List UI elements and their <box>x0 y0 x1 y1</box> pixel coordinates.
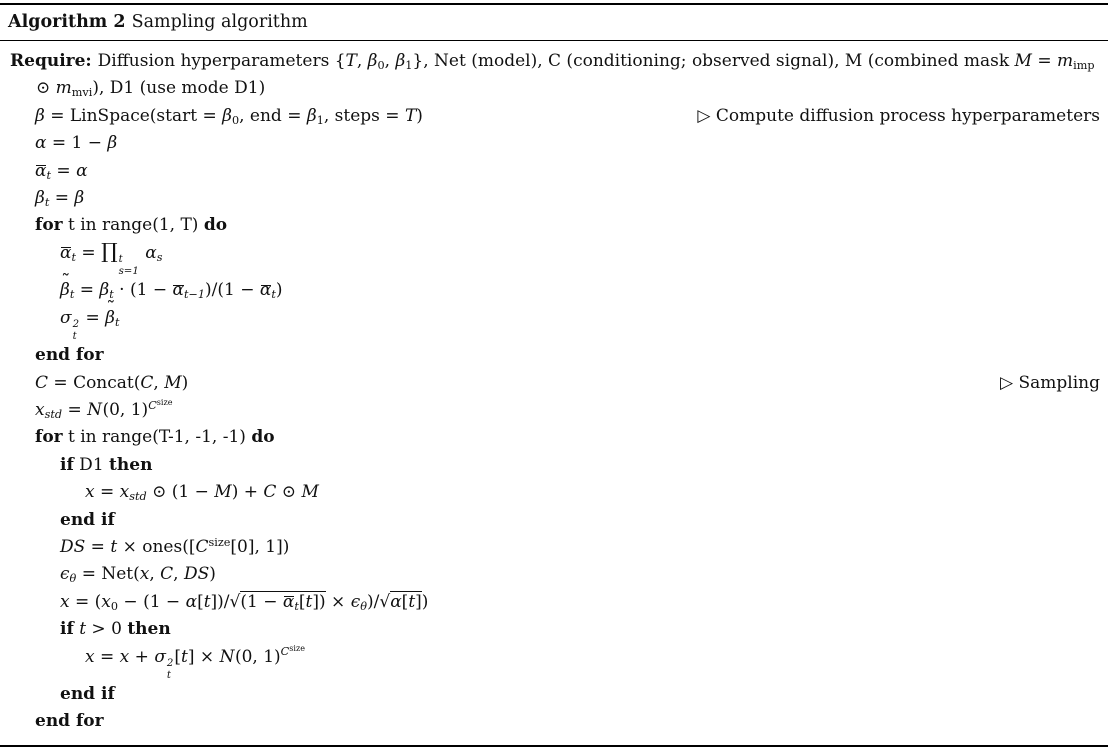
math-token: ) <box>181 372 189 393</box>
math-token: N <box>87 399 103 420</box>
math-token: (0, 1) <box>102 399 149 420</box>
math-token: 0 <box>110 599 119 613</box>
algorithm-line <box>10 534 1100 561</box>
math-token: t <box>305 591 313 612</box>
algorithm-line <box>10 424 1100 451</box>
math-token: C <box>160 564 174 585</box>
math-token: M <box>164 372 182 393</box>
math-token: 0 <box>231 113 240 127</box>
math-token: t <box>181 646 188 667</box>
math-token: ])/√ <box>210 591 241 612</box>
math-token: β <box>395 51 406 71</box>
math-token: t <box>44 196 50 210</box>
math-token: , steps = <box>323 105 405 126</box>
math-token: ) <box>209 564 216 585</box>
keyword: for <box>35 215 63 236</box>
keyword: end for <box>35 711 104 732</box>
math-token: ] × <box>187 646 220 667</box>
math-limits <box>119 254 139 277</box>
math-token: , <box>149 564 161 585</box>
math-token: [ <box>197 591 204 612</box>
algorithm-line <box>10 616 1100 643</box>
math-token: )/(1 − <box>205 280 260 301</box>
algorithm-line <box>10 397 1100 424</box>
math-token: β <box>74 188 85 209</box>
math-token: > 0 <box>86 619 128 640</box>
math-token: ) <box>416 105 423 126</box>
algorithm-line <box>10 212 1100 239</box>
math-token: θ <box>69 572 77 586</box>
algorithm-line <box>10 103 1100 130</box>
math-token: ), D1 (use mode D1) <box>92 78 266 99</box>
math-token: = <box>85 536 111 557</box>
algorithm-line <box>10 185 1100 212</box>
math-token: T <box>345 51 357 71</box>
keyword: Require: <box>10 51 98 71</box>
math-token: = <box>1031 51 1058 71</box>
math-token: t <box>69 288 75 302</box>
math-token: x <box>119 482 130 503</box>
limit-bottom: s=1 <box>118 265 139 277</box>
math-token: (1 − <box>240 591 283 612</box>
math-token: T <box>404 105 417 126</box>
keyword: then <box>127 619 171 640</box>
math-token: ]) <box>312 591 326 612</box>
math-token: α <box>35 133 47 154</box>
inline-comment: ▷ Compute diffusion process hyperparameters <box>697 105 1100 126</box>
math-token: α <box>282 591 295 612</box>
math-token: std <box>44 408 63 422</box>
math-token: x <box>139 564 150 585</box>
algorithm-line <box>10 158 1100 185</box>
keyword: end if <box>60 683 115 704</box>
math-token: = <box>51 160 77 181</box>
math-token: t <box>110 536 118 557</box>
algorithm-line <box>10 240 1100 277</box>
math-token: C <box>195 536 209 557</box>
math-token: mvi <box>71 86 93 100</box>
math-token: t in range(1, T) <box>62 215 204 236</box>
math-token: α <box>60 242 72 263</box>
limit-top: 2 <box>72 319 80 331</box>
math-token: t <box>203 591 211 612</box>
math-token: [ <box>298 591 306 612</box>
inline-comment: ▷ Sampling <box>1000 372 1100 393</box>
math-token: − (1 − <box>118 591 186 612</box>
math-token: ] <box>415 591 422 612</box>
math-token: , <box>153 372 165 393</box>
math-token: · (1 − <box>113 280 173 301</box>
keyword: do <box>203 215 228 236</box>
algorithm-line <box>10 370 1100 397</box>
math-token: ⊙ <box>276 482 302 503</box>
math-token <box>281 645 305 658</box>
math-token: ⊙ <box>36 78 56 99</box>
math-token: m <box>1057 51 1074 71</box>
math-token <box>390 591 422 612</box>
math-token: M <box>1014 51 1032 71</box>
math-token: α <box>145 242 157 263</box>
math-token: β <box>306 105 317 126</box>
math-token: t <box>71 250 76 264</box>
math-token: = LinSpace(start = <box>44 105 223 126</box>
algorithm-line <box>10 342 1100 369</box>
math-token: = <box>74 280 100 301</box>
math-token: β <box>222 105 232 126</box>
math-token: size <box>156 397 173 407</box>
math-token: t in range(T-1, -1, -1) <box>62 427 252 448</box>
math-token: = Concat( <box>48 372 141 393</box>
math-token: σ <box>154 646 166 667</box>
math-token: }, Net (model), C (conditioning; observed signal), M (combined mask <box>412 51 1015 71</box>
keyword: ∏ <box>101 238 118 263</box>
math-token: ) <box>421 591 429 612</box>
math-token: = 1 − <box>46 133 108 154</box>
math-token: β ˜ <box>60 282 70 299</box>
math-token: size <box>289 644 306 654</box>
math-token: β <box>107 133 118 154</box>
math-token: x <box>119 646 130 667</box>
math-token: C <box>280 645 290 659</box>
math-token: 0 <box>377 59 385 73</box>
math-token: M <box>301 482 319 503</box>
keyword: end for <box>35 345 104 366</box>
math-token: β ˜ <box>105 310 115 327</box>
math-token: = <box>94 482 120 503</box>
math-token: size <box>208 535 231 549</box>
keyword: then <box>109 454 153 475</box>
math-token: t <box>79 619 87 640</box>
math-token: α <box>259 280 272 301</box>
math-token: α <box>76 160 88 181</box>
math-token: × <box>325 591 351 612</box>
math-token: 1 <box>316 113 324 127</box>
math-token: )/√ <box>366 591 391 612</box>
math-token: ) <box>275 280 283 301</box>
math-token: ϵ <box>350 591 361 612</box>
math-token: θ <box>360 599 367 613</box>
algorithm-header <box>0 5 1108 41</box>
math-token: 1 <box>405 59 413 73</box>
math-token: t <box>46 168 51 182</box>
math-token: β <box>35 105 45 126</box>
math-token: σ <box>60 307 72 328</box>
algorithm-line <box>10 644 1100 681</box>
math-token: β <box>99 280 110 301</box>
math-token: β <box>35 188 45 209</box>
math-token: , <box>356 51 368 71</box>
math-token: DS <box>60 536 86 557</box>
math-token: β <box>367 51 378 71</box>
math-token: t <box>408 591 416 612</box>
keyword: if <box>60 454 74 475</box>
algorithm-line <box>10 452 1100 479</box>
math-token: x <box>60 591 70 612</box>
math-token: = Net( <box>76 564 140 585</box>
math-token: C <box>148 398 157 412</box>
algorithm-line <box>10 277 1100 304</box>
math-token: = <box>76 242 102 263</box>
algorithm-title: Sampling algorithm <box>131 12 308 32</box>
keyword: for <box>35 427 63 448</box>
limit-top: 2 <box>166 658 174 670</box>
algorithm-line <box>10 479 1100 506</box>
math-token: t <box>109 288 114 302</box>
math-token: Diffusion hyperparameters { <box>97 51 346 71</box>
math-token: [0], 1]) <box>230 536 290 557</box>
math-token: α <box>185 591 198 612</box>
math-token: (0, 1) <box>234 646 281 667</box>
algorithm-line <box>10 589 1100 616</box>
math-token: N <box>219 646 235 667</box>
math-token: , <box>384 51 396 71</box>
algorithm-line <box>10 708 1100 735</box>
math-token: s <box>156 250 163 264</box>
math-token: t <box>294 599 299 613</box>
algorithm-figure <box>0 3 1108 747</box>
math-token: × ones([ <box>117 536 196 557</box>
math-token: std <box>129 490 147 504</box>
math-token: [ <box>401 591 409 612</box>
math-token: α <box>390 591 402 612</box>
math-token: C <box>35 372 49 393</box>
algorithm-line <box>10 507 1100 534</box>
limit-top: t <box>118 254 123 266</box>
math-token: α <box>35 160 47 181</box>
math-token: M <box>214 482 232 503</box>
math-token: ⊙ (1 − <box>146 482 215 503</box>
math-token: t <box>114 315 120 329</box>
math-token <box>148 399 172 412</box>
math-token: ϵ <box>60 564 70 585</box>
math-token: x <box>85 482 95 503</box>
algorithm-line <box>10 305 1100 342</box>
math-token: = <box>49 188 75 209</box>
math-token: C <box>140 372 154 393</box>
math-token: = <box>62 399 88 420</box>
limit-bottom: t <box>166 669 172 681</box>
algorithm-line <box>10 48 1100 103</box>
math-token: = <box>80 307 106 328</box>
math-token <box>240 591 325 612</box>
math-token: x <box>101 591 111 612</box>
math-limits <box>167 658 173 681</box>
algorithm-label: Algorithm 2 <box>8 12 126 32</box>
math-token: α <box>172 280 184 301</box>
algorithm-line <box>10 681 1100 708</box>
math-token: imp <box>1073 59 1095 73</box>
keyword: do <box>251 427 275 448</box>
algorithm-line <box>10 130 1100 157</box>
math-token: D1 <box>73 454 110 475</box>
math-token: t−1 <box>183 288 205 302</box>
algorithm-body <box>0 41 1108 745</box>
math-token: , end = <box>239 105 307 126</box>
math-token: [ <box>174 646 182 667</box>
math-token: = <box>94 646 120 667</box>
math-token: C <box>263 482 277 503</box>
math-token: , <box>173 564 184 585</box>
limit-bottom: t <box>72 330 77 342</box>
math-token: = ( <box>69 591 102 612</box>
math-token: ) + <box>231 482 264 503</box>
math-token: x <box>85 646 95 667</box>
math-token: t <box>271 288 276 302</box>
algorithm-line <box>10 561 1100 588</box>
keyword: end if <box>60 509 115 530</box>
math-token: + <box>129 646 155 667</box>
keyword: if <box>60 619 74 640</box>
math-token: m <box>55 78 72 99</box>
math-limits <box>73 319 79 342</box>
math-token: x <box>35 399 45 420</box>
math-token: DS <box>183 564 210 585</box>
